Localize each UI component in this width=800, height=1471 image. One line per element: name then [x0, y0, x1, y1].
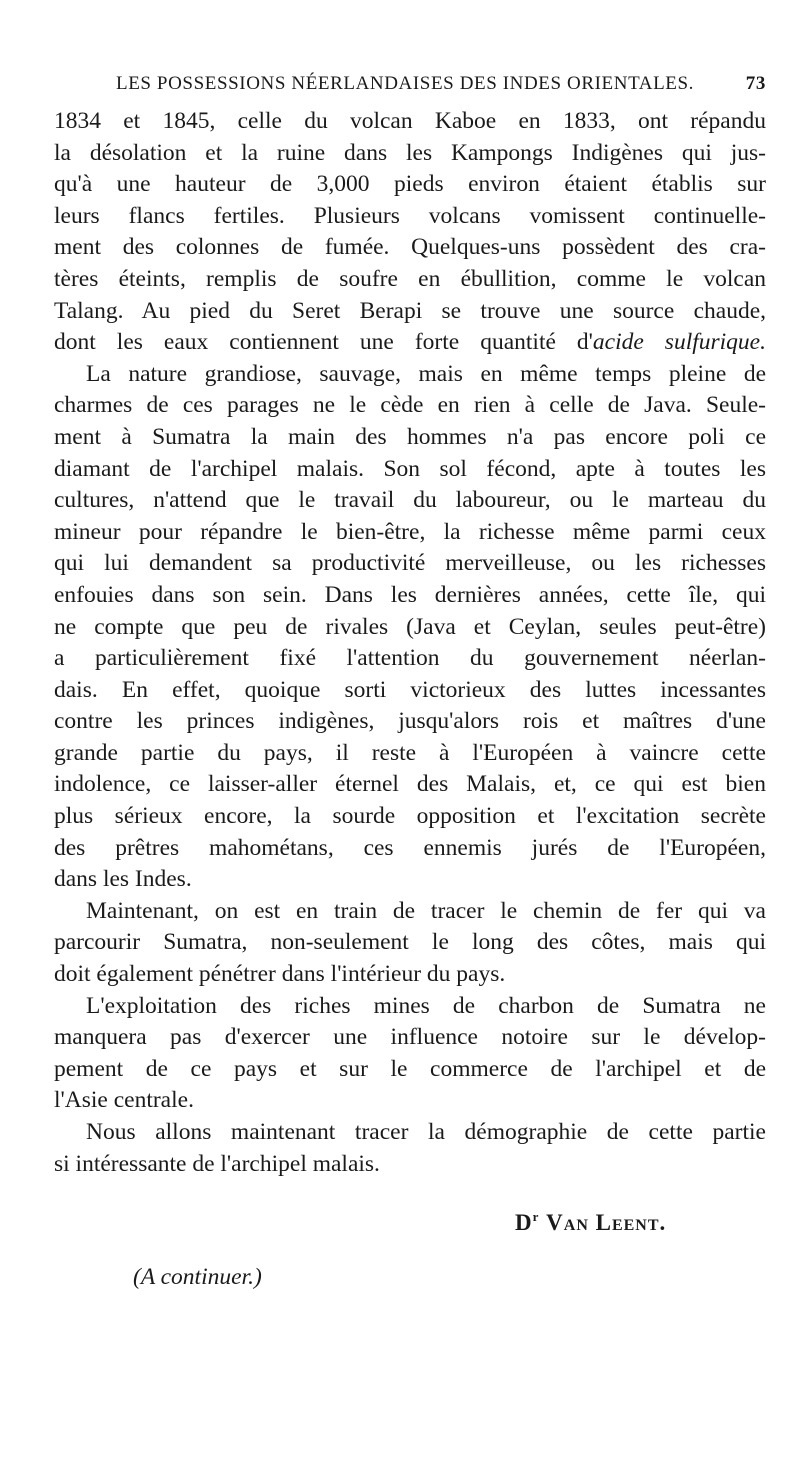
text-line: pement de ce pays et sur le commerce de l'archipel et de	[54, 1055, 766, 1082]
text-line: cultures, n'attend que le travail du laboureur, ou le marteau du	[54, 487, 766, 514]
continuation-text: (A continuer.)	[133, 1264, 262, 1290]
continuation-note	[133, 1264, 262, 1291]
text-line: grande partie du pays, il reste à l'Européen à vaincre cette	[54, 739, 766, 766]
text-line: dans les Indes.	[54, 866, 192, 893]
text-line: ment des colonnes de fumée. Quelques-uns possèdent des cra-	[54, 234, 766, 261]
text-line: L'exploitation des riches mines de charbon de Sumatra ne	[86, 992, 766, 1019]
text-line: contre les princes indigènes, jusqu'alors rois et maîtres d'une	[54, 708, 766, 735]
running-title: LES POSSESSIONS NÉERLANDAISES DES INDES ORIENTALES.	[116, 73, 695, 94]
text-line: ne compte que peu de rivales (Java et Ceylan, seules peut-être)	[54, 613, 766, 640]
paragraph-3	[54, 896, 766, 991]
text-line: manquera pas d'exercer une influence notoire sur le dévelop-	[54, 1024, 766, 1051]
page-number: 73	[745, 73, 766, 94]
author-name: Van Leent.	[546, 1210, 667, 1235]
text-line: Talang. Au pied du Seret Berapi se trouve une source chaude,	[54, 297, 766, 324]
paragraph-4	[54, 991, 766, 1117]
text-line: dais. En effet, quoique sorti victorieux des luttes incessantes	[54, 676, 766, 703]
text-line: plus sérieux encore, la sourde opposition et l'excitation secrète	[54, 803, 766, 830]
text-line: Nous allons maintenant tracer la démographie de cette partie	[86, 1119, 766, 1145]
text-line: enfouies dans son sein. Dans les dernières années, cette île, qui	[54, 581, 766, 608]
text-line: diamant de l'archipel malais. Son sol fécond, apte à toutes les	[54, 455, 766, 482]
article-body	[54, 106, 766, 1180]
text-line	[54, 327, 766, 359]
text-line: doit également pénétrer dans l'intérieur du pays.	[54, 961, 506, 988]
text-line: parcourir Sumatra, non-seulement le long des côtes, mais qui	[54, 929, 766, 956]
text-line: la désolation et la ruine dans les Kampongs Indigènes qui jus-	[54, 139, 766, 166]
author-title-sup: r	[532, 1209, 540, 1224]
text-line: charmes de ces parages ne le cède en rien à celle de Java. Seule-	[54, 392, 766, 419]
running-head	[116, 73, 766, 99]
text-line: des prêtres mahométans, ces ennemis jurés de l'Européen,	[54, 834, 766, 861]
text-line: l'Asie centrale.	[54, 1087, 194, 1114]
paragraph-1	[54, 106, 766, 359]
author-signature	[515, 1209, 666, 1236]
paragraph-5	[54, 1117, 766, 1180]
text-line: tères éteints, remplis de soufre en ébullition, comme le volcan	[54, 265, 766, 292]
text-line: leurs flancs fertiles. Plusieurs volcans vomissent continuelle-	[54, 202, 766, 229]
author-title: D	[515, 1210, 533, 1235]
text-line: si intéressante de l'archipel malais.	[54, 1150, 380, 1177]
paragraph-2	[54, 359, 766, 896]
text-line: 1834 et 1845, celle du volcan Kaboe en 1833, ont répandu	[54, 108, 766, 134]
text-line: La nature grandiose, sauvage, mais en même temps pleine de	[86, 360, 766, 387]
text-line: ment à Sumatra la main des hommes n'a pas encore poli ce	[54, 423, 766, 450]
text-line: a particulièrement fixé l'attention du gouvernement néerlan-	[54, 645, 766, 672]
text-line: Maintenant, on est en train de tracer le chemin de fer qui va	[86, 897, 766, 924]
text-line: mineur pour répandre le bien-être, la richesse même parmi ceux	[54, 518, 766, 545]
text-line-start: dont les eaux contiennent une forte quantité d'	[54, 329, 593, 356]
text-line: qu'à une hauteur de 3,000 pieds environ étaient établis sur	[54, 171, 766, 198]
emphasis-acide-sulfurique: acide sulfurique.	[592, 329, 766, 356]
text-line: indolence, ce laisser-aller éternel des Malais, et, ce qui est bien	[54, 771, 766, 798]
text-line: qui lui demandent sa productivité merveilleuse, ou les richesses	[54, 550, 766, 577]
